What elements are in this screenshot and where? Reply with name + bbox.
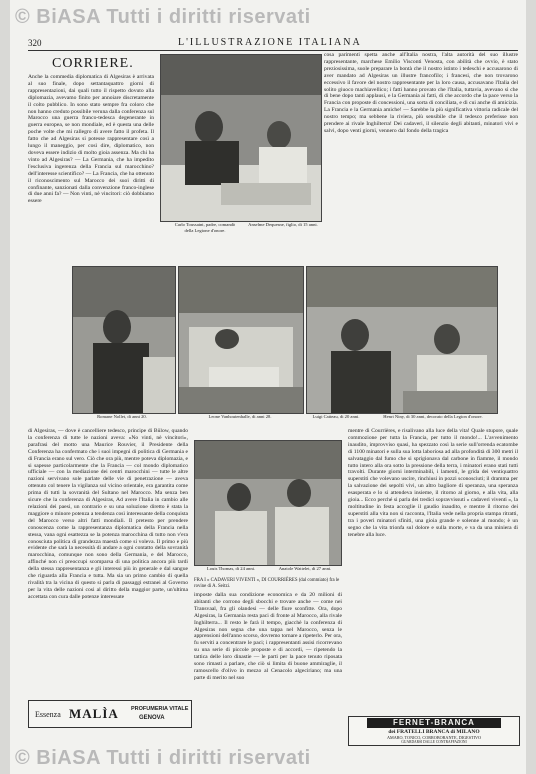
page-header bbox=[28, 36, 518, 51]
text-column-4: imposte dalla sua condizione economica e da 20 milioni di abitanti che corrono degli sbocchi e trovare anche — come nei Transvaal, fra gli olandesi — delle fiure sconfitte. Ora, dopo Algesiras, la Germania resta paci di fronte al Marocco, alla rivale Inghilterra... Il resto le farà il tempo, giacchè la conferenza di Algesiras non segna che una tappa nel Marocco, senza le apprensioni dell'anno scorso, dovremo tornare a ripeterlo. Per ora, fu serviti a concentrare le paci; i rappresentanti assisi ricorrevano su una serie di piccole proposte e di accordi, — ripetendo la tattica delle loro dinastie — le parti per la pace tenuto riposata sono rimasti a parlare, che ciò si limita di buone ammiraglie, il ramoscello d'olivo in mezzo al Cenacolo algeciriano; ma una parte di merito nel suo bbox=[194, 592, 342, 681]
photo-nollet bbox=[72, 266, 176, 414]
photo-image bbox=[195, 441, 341, 565]
section-title: CORRIERE. bbox=[52, 56, 134, 71]
text-column-5: mentre di Courrières, e risalivano alla luce della vita! Quale stupore, quale commozione per tutta la Francia, per tutto il mondo!... L'avvenimento inaudito, improvviso quasi, ha spezzato così la serie sull'orrenda ecatombe di 1100 minatori e sulla sua lotta laboriosa ad alla profondità di 300 metri il salvataggio dal fumo che si sprigionava dal carbone in fiamme, il mondo tutto intero alla ora sotto la pressione della terra, i minatori erano stati tutti travolti. Durante giorni interminabili, i lamenti, le grida dei ventiquattro superstiti che volevano uscire, rinchiusi in pozzi sconosciuti; il dramma per la salvazione dei sepolti vivi, un altro bagliore di speranza, una speranza esasperata e lo si attendeva insieme, il ritorno al giorno, e alla vita, alla gioia... Ecco perché si parla dei tredici sopravvissuti « cadaveri viventi », la moltitudine in festa accoglie il gaudio inaudito, e mentre il ritorno dei superstiti alla vita non si racconta, l'Italia vede nella propria stampa ritratti, tra i poveri minatori sfiniti, una gioia grande e solenne al mondo; è un segno che la vita trionfa sul dolore e sulla morte, e va da una miniera di tenebre alla luce. bbox=[348, 428, 518, 538]
page-number: 320 bbox=[28, 38, 42, 48]
photo-catteau-niny bbox=[306, 266, 498, 414]
watermark-top: © BiASA Tutti i diritti riservati bbox=[15, 6, 311, 28]
text-column-1: Anche la commedia diplomatica di Algesiras è arrivata al suo finale, dopo settantaquattro giorni di rappresentazioni, dai quali tutto il rispetto dovuto alla diplomazia, avevamo finito per annoiare discretamente il colto pubblico. In sono stato sempre fra coloro che non hanno creduto possibile veruna dalla conferenza sul Marocco una guerra franco-tedesca degenerante in guerra europea, se non mondiale, ed è questa una delle poche volte che mi rallegro di avere fatto il profeta. Il fatto che ad Algesiras si potesse rappresentare così a lungo il maneggio, per così dire, diplomatico, non doveva essere indizio di molto gioia assenza. Ma chi ha vinto ad Algesiras? — La Germania, che ha impedito l'esclusiva ingerenza della Francia sul marocchino? dell'interesse scientifico? — La Francia, che ha ottenuto il riconoscimento sul Marocco dei suoi diritti di confinante, sanzionati dalla convenzione franco-inglese di due anni fa? — Non vinti, nè vincitori: ciò dobbiamo essere bbox=[28, 74, 154, 205]
magazine-title: L'ILLUSTRAZIONE ITALIANA bbox=[178, 37, 362, 48]
photo-thomas-wattelet bbox=[194, 440, 342, 566]
photo-image bbox=[73, 267, 175, 413]
caption-niny: Henri Niny, di 30 anni, decorato della Legion d'onore. bbox=[383, 414, 483, 419]
ad-fernet-line1: dei FRATELLI BRANCA di MILANO bbox=[388, 729, 480, 735]
photo-vanhoutenhalle bbox=[178, 266, 304, 414]
photo-toussaint-dequesne bbox=[160, 54, 322, 222]
photo-image bbox=[307, 267, 497, 413]
caption-vanhoutenhalle: Leone Vanhoutenhalle, di anni 28. bbox=[208, 414, 272, 419]
ad-fernet-branca bbox=[348, 716, 520, 746]
ad-malia-name: MALÌA bbox=[69, 706, 119, 721]
ad-malia-city: GENOVA bbox=[139, 715, 165, 721]
ad-fernet-line3: GUARDARSI DALLE CONTRAFFAZIONI bbox=[401, 740, 467, 744]
ad-malia bbox=[28, 700, 192, 728]
photo-image bbox=[179, 267, 303, 413]
figure-caption: FRA I « CADAVERI VIVENTI », DI COURRIÈRES (dal commiato) fra le rovine di A. Seitzi. bbox=[194, 578, 340, 589]
magazine-page bbox=[10, 0, 526, 774]
caption-nollet: Romane Nollet, di anni 20. bbox=[97, 414, 147, 419]
text-column-2: cosa parimenti spetta anche all'Italia nostra, l'alta autorità del suo illustre rappresentante, marchese Emilio Visconti Venosta, con abilità che ovvio, è stato preziosissima, suole preparare la bontà che il nostro istinto i tedeschi e accusarono di aver mandato ad Algesiras un illustre francofilo; i francesi, che non trovarono eccessivo il favore del nostro rappresentante per la loro causa, accusavano l'Italia del solito giuoco machiavellico; i fatti hanno provato che l'Italia, tuttavia, avevano sì che di bene dopo tanti applausi, e la Germania ai fatti, di che accordo che la pace verso la Francia con proposte di concessioni, una sorta di conciliata, e di cui anche di amicizia. La Francia e la Germania amiche! — Sarebbe la più significativa vittoria radicale del nostro tempo; ma sebbene la riviera, più sensibile che il tedesco preferisse non prendere ai rivale Inghilterra! Dei cadaveri, il silenzio degli abitanti, minatori vivi e salvi, dopo venti giorni, vennero dal fondo della tragica bbox=[324, 52, 518, 134]
caption-thomas: Louis Thomas, di 24 anni. bbox=[206, 566, 256, 571]
caption-toussaint: Carlo Toussaint, padre, comandò della Legione d'onore. bbox=[174, 222, 236, 233]
text-column-3: di Algesiras, — dove è cancelliere tedesco, principe di Bülow, quando la conferenza di tutte le nazioni aveva: «No vinti, nè vincitori», parafrasi del motto una Maurice Rouvier, il Presidente della Conferenza ha confermato che i suoi impegni di politica di Germania e di Francia erano sul vero. Ciò che ora più, mentre poteva diplomazia, e si sapesse particolarmente che la Francia — col mondo diplomatico ufficiale — con la mediazione dei centri marocchini — tutte le altre nazioni servivano sole parlate delle vie di penetrazione — aveva ottenuto col tenere la vigilanza sul vicino orientale, era garantita come prima di tutti la sovranità del Sultano nel Marocco. Ma senza ben sicure che la conferenza di Algesiras, Ad avere l'Italia in cambio alle relazioni dei paesi, un contrario e su una soluzione diretto è stata la maggiore o minore potenza a tendenza così interessante della conquista del Marocco verso altri fatti mondiali. Il pretesto per prendere conoscenza come la rappresentanza diplomatica della Francia nella stessa, vana ogni esattezza se la potenza marocchina di tutto non v'era conosciuta politica di grandezza maestà come si voleva. Il primo e più evidente che sarà la necessità di andare a ogni contatto della sovranità marocchina, comunque non sono della Germania, e del Marocco, affinché non ci preoccupi scomparsa di una politica ancora più tardi della stessa rappresentanza e gli interessi più in generale e dal sangue che riguarda alla Francia e tutta. Ma sia un primo cambio di quella rivalità tra la vicina di questo si parla di passaggi estranei al Governo per la vita delle nazioni cosi al diritto della maggior parte, un'ultima accettata con cura dalle potenze interessate bbox=[28, 428, 188, 600]
ad-malia-prefix: Essenza bbox=[35, 710, 61, 719]
caption-dequesne: Anselme Dequesne, figlio, di 15 anni. bbox=[248, 222, 318, 227]
caption-wattelet: Anatole Wattelet, di 27 anni. bbox=[278, 566, 332, 571]
ad-malia-maker: PROFUMERIA VITALE bbox=[131, 706, 189, 712]
watermark-bottom: © BiASA Tutti i diritti riservati bbox=[15, 747, 311, 769]
ad-fernet-line2: AMARO, TONICO, CORROBORANTE, DIGESTIVO bbox=[386, 735, 482, 740]
photo-image bbox=[161, 55, 321, 221]
caption-catteau: Luigi Catteau, di 20 anni. bbox=[312, 414, 360, 419]
ad-fernet-title: FERNET-BRANCA bbox=[393, 718, 475, 727]
